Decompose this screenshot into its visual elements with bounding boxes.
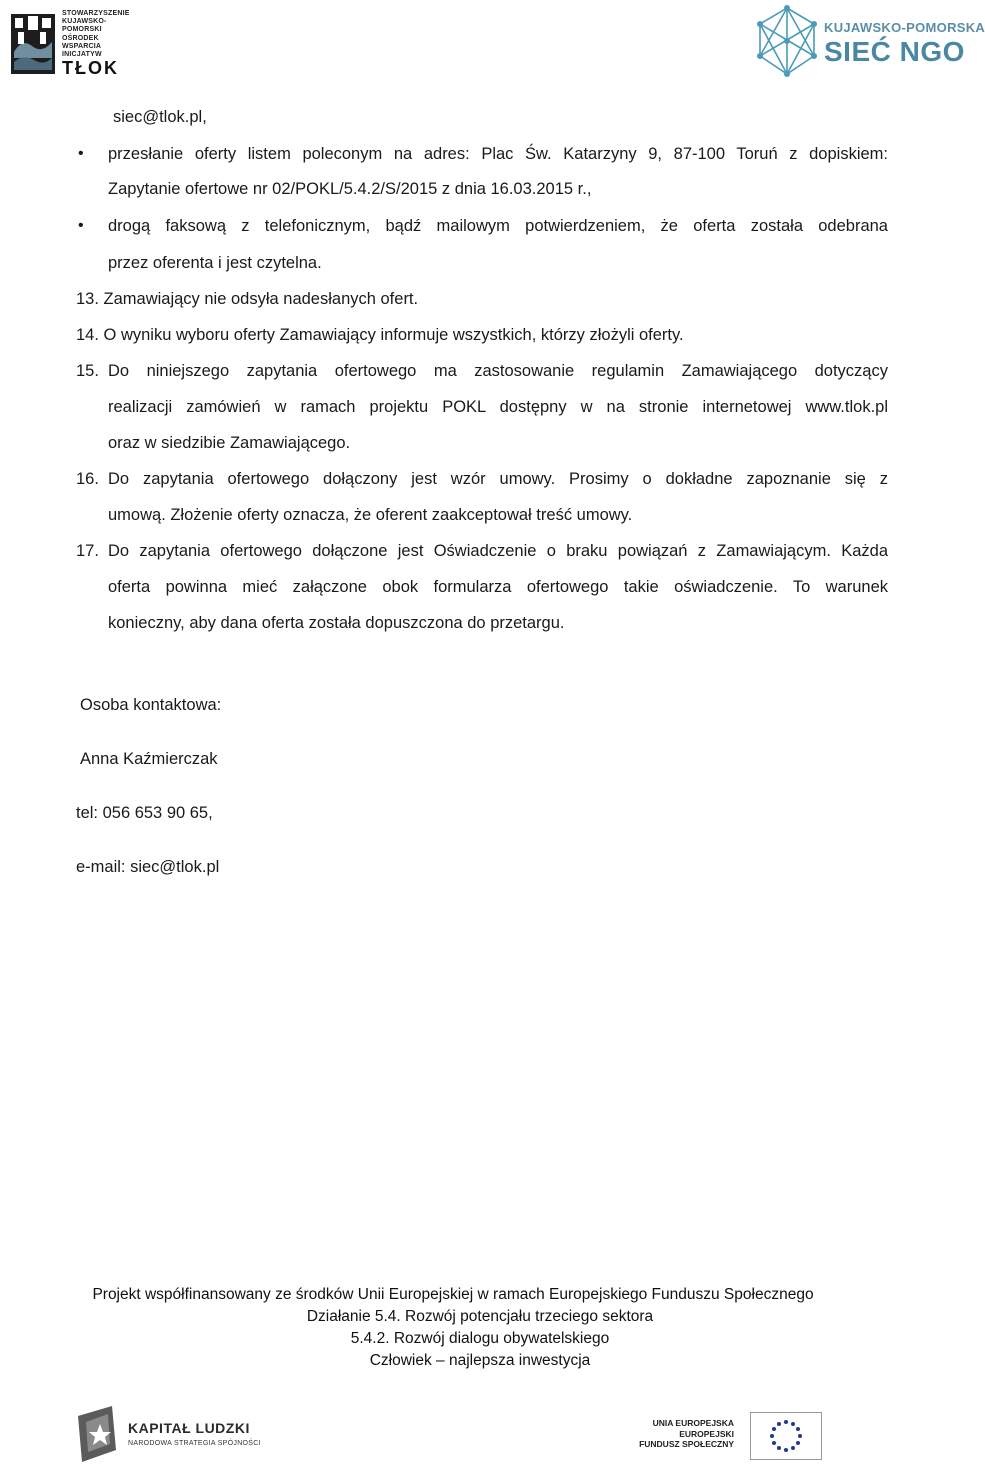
ngo-subtitle: KUJAWSKO-POMORSKA — [824, 20, 985, 35]
tlok-logo — [10, 8, 130, 78]
eu-logo — [640, 1410, 822, 1458]
footer-line2: Działanie 5.4. Rozwój potencjału trzeciego sektora — [306, 1308, 654, 1325]
footer-line3: 5.4.2. Rozwój dialogu obywatelskiego — [350, 1330, 610, 1347]
item-16-line2: umową. Złożenie oferty oznacza, że oferent zaakceptował treść umowy. — [108, 506, 633, 524]
kapital-ludzki-logo — [72, 1402, 282, 1466]
item-15-number: 15. — [76, 362, 99, 380]
eu-text: UNIA EUROPEJSKA EUROPEJSKI FUNDUSZ SPOŁECZNY — [639, 1418, 734, 1449]
eu-flag-icon — [750, 1412, 822, 1460]
item-17-line2: oferta powinna mieć załączone obok formularza ofertowego takie oświadczenie. To warunek — [108, 578, 888, 596]
tlok-org-name: STOWARZYSZENIE KUJAWSKO- POMORSKI OŚRODEK WSPARCIA INICJATYW — [62, 10, 130, 59]
footer-line4: Człowiek – najlepsza inwestycja — [369, 1352, 591, 1369]
bullet2-line2: przez oferenta i jest czytelna. — [108, 254, 322, 272]
contact-heading: Osoba kontaktowa: — [80, 696, 222, 714]
network-icon — [752, 4, 822, 80]
bullet1-line1: przesłanie oferty listem poleconym na adres: Plac Św. Katarzyny 9, 87-100 Toruń z dopiskiem: — [108, 145, 888, 163]
bullet-icon: • — [78, 217, 84, 234]
item-17-line1: Do zapytania ofertowego dołączone jest Oświadczenie o braku powiązań z Zamawiającym. Każda — [108, 542, 888, 560]
contact-phone: tel: 056 653 90 65, — [76, 804, 213, 822]
footer-line1: Projekt współfinansowany ze środków Unii Europejskiej w ramach Europejskiego Funduszu Społecznego — [92, 1286, 814, 1303]
item-15-line2: realizacji zamówień w ramach projektu POKL dostępny w na stronie internetowej www.tlok.pl — [108, 398, 888, 416]
item-13: 13. Zamawiający nie odsyła nadesłanych ofert. — [76, 290, 419, 308]
contact-name: Anna Kaźmierczak — [80, 750, 218, 768]
kapital-ludzki-subtitle: NARODOWA STRATEGIA SPÓJNOŚCI — [128, 1440, 261, 1447]
bullet1-line2: Zapytanie ofertowe nr 02/POKL/5.4.2/S/2015 z dnia 16.03.2015 r., — [108, 180, 592, 198]
kapital-ludzki-emblem-icon — [72, 1404, 122, 1464]
item-15-line3: oraz w siedzibie Zamawiającego. — [108, 434, 351, 452]
item-14: 14. O wyniku wyboru oferty Zamawiający informuje wszystkich, którzy złożyli oferty. — [76, 326, 684, 344]
item-15-line1: Do niniejszego zapytania ofertowego ma zastosowanie regulamin Zamawiającego dotyczący — [108, 362, 888, 380]
bullet2-line1: drogą faksową z telefonicznym, bądź mailowym potwierdzeniem, że oferta została odebrana — [108, 217, 888, 235]
siec-ngo-logo — [752, 4, 985, 80]
tlok-name: TŁOK — [62, 58, 119, 78]
item-16-line1: Do zapytania ofertowego dołączony jest wzór umowy. Prosimy o dokładne zapoznanie się z — [108, 470, 888, 488]
email-line: siec@tlok.pl, — [113, 108, 207, 126]
item-17-line3: konieczny, aby dana oferta została dopuszczona do przetargu. — [108, 614, 565, 632]
contact-email[interactable]: e-mail: siec@tlok.pl — [76, 858, 220, 876]
bullet-icon: • — [78, 145, 84, 162]
item-17-number: 17. — [76, 542, 99, 560]
tlok-emblem-icon — [10, 12, 56, 76]
ngo-title: SIEĆ NGO — [824, 36, 965, 67]
item-16-number: 16. — [76, 470, 99, 488]
kapital-ludzki-title: KAPITAŁ LUDZKI — [128, 1420, 250, 1436]
